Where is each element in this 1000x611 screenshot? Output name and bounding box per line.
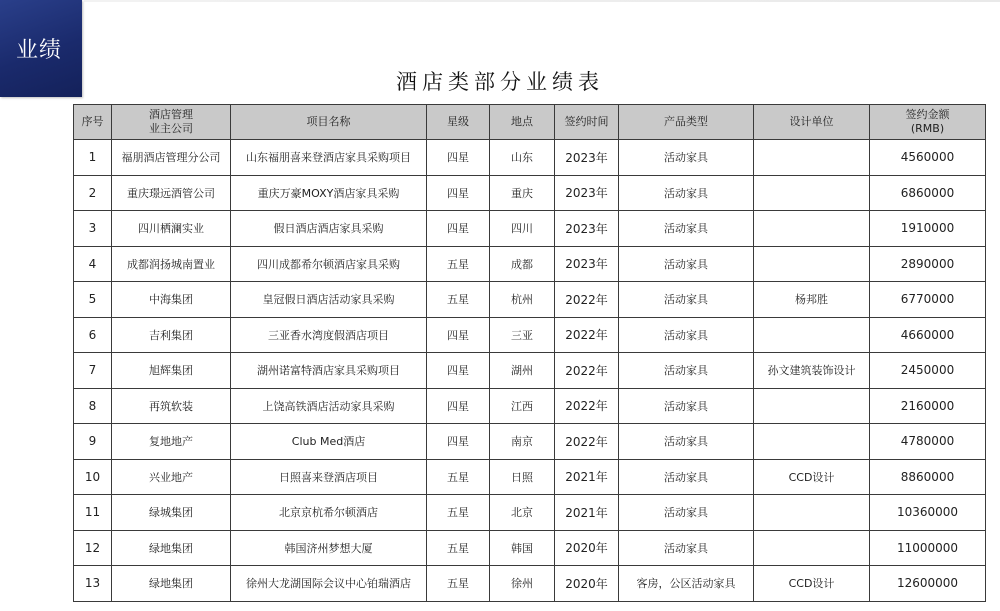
cell-product: 活动家具 xyxy=(619,317,754,353)
cell-product: 活动家具 xyxy=(619,211,754,247)
cell-no: 11 xyxy=(74,495,112,531)
cell-product: 活动家具 xyxy=(619,495,754,531)
cell-product: 活动家具 xyxy=(619,353,754,389)
cell-time: 2021年 xyxy=(555,495,619,531)
col-header-company-line1: 酒店管理 xyxy=(149,108,193,121)
cell-project: 上饶高铁酒店活动家具采购 xyxy=(231,388,427,424)
cell-company: 绿城集团 xyxy=(112,495,231,531)
cell-project: 皇冠假日酒店活动家具采购 xyxy=(231,282,427,318)
cell-product: 活动家具 xyxy=(619,459,754,495)
cell-star: 五星 xyxy=(427,530,490,566)
table-row xyxy=(74,424,986,460)
cell-design: 杨邦胜 xyxy=(754,282,870,318)
cell-location: 湖州 xyxy=(490,353,555,389)
cell-project: 山东福朋喜来登酒店家具采购项目 xyxy=(231,140,427,176)
cell-company: 复地地产 xyxy=(112,424,231,460)
cell-no: 4 xyxy=(74,246,112,282)
cell-amount: 2160000 xyxy=(870,388,986,424)
cell-star: 四星 xyxy=(427,317,490,353)
cell-time: 2022年 xyxy=(555,424,619,460)
col-header-product: 产品类型 xyxy=(619,105,754,140)
col-header-amount-line2: (RMB) xyxy=(910,122,945,135)
cell-company: 吉利集团 xyxy=(112,317,231,353)
col-header-star: 星级 xyxy=(427,105,490,140)
cell-star: 五星 xyxy=(427,495,490,531)
cell-company: 绿地集团 xyxy=(112,566,231,602)
cell-design xyxy=(754,175,870,211)
cell-star: 五星 xyxy=(427,566,490,602)
cell-company: 中海集团 xyxy=(112,282,231,318)
cell-no: 13 xyxy=(74,566,112,602)
cell-star: 五星 xyxy=(427,246,490,282)
cell-star: 四星 xyxy=(427,175,490,211)
cell-location: 日照 xyxy=(490,459,555,495)
cell-location: 江西 xyxy=(490,388,555,424)
col-header-no: 序号 xyxy=(74,105,112,140)
cell-no: 7 xyxy=(74,353,112,389)
cell-project: 日照喜来登酒店项目 xyxy=(231,459,427,495)
cell-no: 6 xyxy=(74,317,112,353)
cell-design xyxy=(754,317,870,353)
table-header-row xyxy=(74,105,986,140)
cell-time: 2023年 xyxy=(555,175,619,211)
cell-time: 2023年 xyxy=(555,211,619,247)
cell-product: 活动家具 xyxy=(619,175,754,211)
cell-design: 孙文建筑装饰设计 xyxy=(754,353,870,389)
cell-no: 3 xyxy=(74,211,112,247)
col-header-location: 地点 xyxy=(490,105,555,140)
cell-time: 2022年 xyxy=(555,317,619,353)
table-row xyxy=(74,246,986,282)
cell-time: 2023年 xyxy=(555,246,619,282)
table-row xyxy=(74,175,986,211)
table-row xyxy=(74,140,986,176)
cell-star: 四星 xyxy=(427,140,490,176)
cell-project: 徐州大龙湖国际会议中心铂瑞酒店 xyxy=(231,566,427,602)
cell-product: 活动家具 xyxy=(619,530,754,566)
cell-amount: 2890000 xyxy=(870,246,986,282)
cell-amount: 10360000 xyxy=(870,495,986,531)
cell-company: 旭辉集团 xyxy=(112,353,231,389)
cell-location: 山东 xyxy=(490,140,555,176)
cell-star: 四星 xyxy=(427,388,490,424)
cell-amount: 4560000 xyxy=(870,140,986,176)
table-row xyxy=(74,282,986,318)
cell-project: 重庆万豪MOXY酒店家具采购 xyxy=(231,175,427,211)
cell-location: 北京 xyxy=(490,495,555,531)
col-header-project: 项目名称 xyxy=(231,105,427,140)
cell-product: 活动家具 xyxy=(619,388,754,424)
cell-design xyxy=(754,211,870,247)
cell-no: 12 xyxy=(74,530,112,566)
cell-project: 北京京杭希尔顿酒店 xyxy=(231,495,427,531)
col-header-amount-line1: 签约金额 xyxy=(905,108,950,121)
cell-project: 三亚香水湾度假酒店项目 xyxy=(231,317,427,353)
cell-company: 重庆璟远酒管公司 xyxy=(112,175,231,211)
cell-time: 2021年 xyxy=(555,459,619,495)
cell-project: 湖州诺富特酒店家具采购项目 xyxy=(231,353,427,389)
cell-no: 10 xyxy=(74,459,112,495)
col-header-company xyxy=(112,105,231,140)
section-badge-label: 业绩 xyxy=(16,38,63,63)
performance-table xyxy=(73,104,986,602)
table-row xyxy=(74,353,986,389)
cell-no: 9 xyxy=(74,424,112,460)
cell-star: 四星 xyxy=(427,211,490,247)
cell-product: 活动家具 xyxy=(619,246,754,282)
cell-amount: 11000000 xyxy=(870,530,986,566)
cell-time: 2022年 xyxy=(555,353,619,389)
cell-no: 2 xyxy=(74,175,112,211)
cell-company: 再筑软装 xyxy=(112,388,231,424)
cell-amount: 8860000 xyxy=(870,459,986,495)
cell-product: 活动家具 xyxy=(619,140,754,176)
cell-company: 福朋酒店管理分公司 xyxy=(112,140,231,176)
cell-project: 韩国济州梦想大厦 xyxy=(231,530,427,566)
cell-location: 徐州 xyxy=(490,566,555,602)
cell-company: 兴业地产 xyxy=(112,459,231,495)
cell-time: 2020年 xyxy=(555,530,619,566)
cell-time: 2022年 xyxy=(555,388,619,424)
table-row xyxy=(74,459,986,495)
cell-design xyxy=(754,246,870,282)
cell-star: 四星 xyxy=(427,424,490,460)
cell-no: 1 xyxy=(74,140,112,176)
cell-star: 五星 xyxy=(427,282,490,318)
cell-star: 四星 xyxy=(427,353,490,389)
cell-company: 成都润扬城南置业 xyxy=(112,246,231,282)
cell-location: 成都 xyxy=(490,246,555,282)
cell-product: 活动家具 xyxy=(619,424,754,460)
cell-no: 8 xyxy=(74,388,112,424)
cell-project: 四川成都希尔顿酒店家具采购 xyxy=(231,246,427,282)
cell-star: 五星 xyxy=(427,459,490,495)
col-header-time: 签约时间 xyxy=(555,105,619,140)
cell-location: 三亚 xyxy=(490,317,555,353)
cell-amount: 6770000 xyxy=(870,282,986,318)
cell-product: 活动家具 xyxy=(619,282,754,318)
cell-amount: 6860000 xyxy=(870,175,986,211)
page-title: 酒店类部分业绩表 xyxy=(396,70,604,94)
table-row xyxy=(74,495,986,531)
cell-amount: 12600000 xyxy=(870,566,986,602)
cell-location: 韩国 xyxy=(490,530,555,566)
cell-design xyxy=(754,140,870,176)
cell-design xyxy=(754,495,870,531)
cell-project: 假日酒店酒店家具采购 xyxy=(231,211,427,247)
cell-project: Club Med酒店 xyxy=(231,424,427,460)
table-row xyxy=(74,317,986,353)
header-divider xyxy=(84,0,1000,2)
cell-design: CCD设计 xyxy=(754,566,870,602)
cell-location: 四川 xyxy=(490,211,555,247)
table-row xyxy=(74,566,986,602)
col-header-amount xyxy=(870,105,986,140)
cell-time: 2023年 xyxy=(555,140,619,176)
col-header-company-line2: 业主公司 xyxy=(149,122,193,135)
cell-amount: 4660000 xyxy=(870,317,986,353)
cell-location: 杭州 xyxy=(490,282,555,318)
cell-time: 2022年 xyxy=(555,282,619,318)
cell-amount: 2450000 xyxy=(870,353,986,389)
cell-location: 重庆 xyxy=(490,175,555,211)
cell-design xyxy=(754,530,870,566)
cell-design xyxy=(754,388,870,424)
cell-company: 绿地集团 xyxy=(112,530,231,566)
col-header-design: 设计单位 xyxy=(754,105,870,140)
cell-location: 南京 xyxy=(490,424,555,460)
cell-amount: 4780000 xyxy=(870,424,986,460)
cell-amount: 1910000 xyxy=(870,211,986,247)
table-row xyxy=(74,211,986,247)
cell-no: 5 xyxy=(74,282,112,318)
cell-product: 客房，公区活动家具 xyxy=(619,566,754,602)
cell-company: 四川栖澜实业 xyxy=(112,211,231,247)
table-row xyxy=(74,388,986,424)
cell-design xyxy=(754,424,870,460)
cell-design: CCD设计 xyxy=(754,459,870,495)
cell-time: 2020年 xyxy=(555,566,619,602)
table-row xyxy=(74,530,986,566)
